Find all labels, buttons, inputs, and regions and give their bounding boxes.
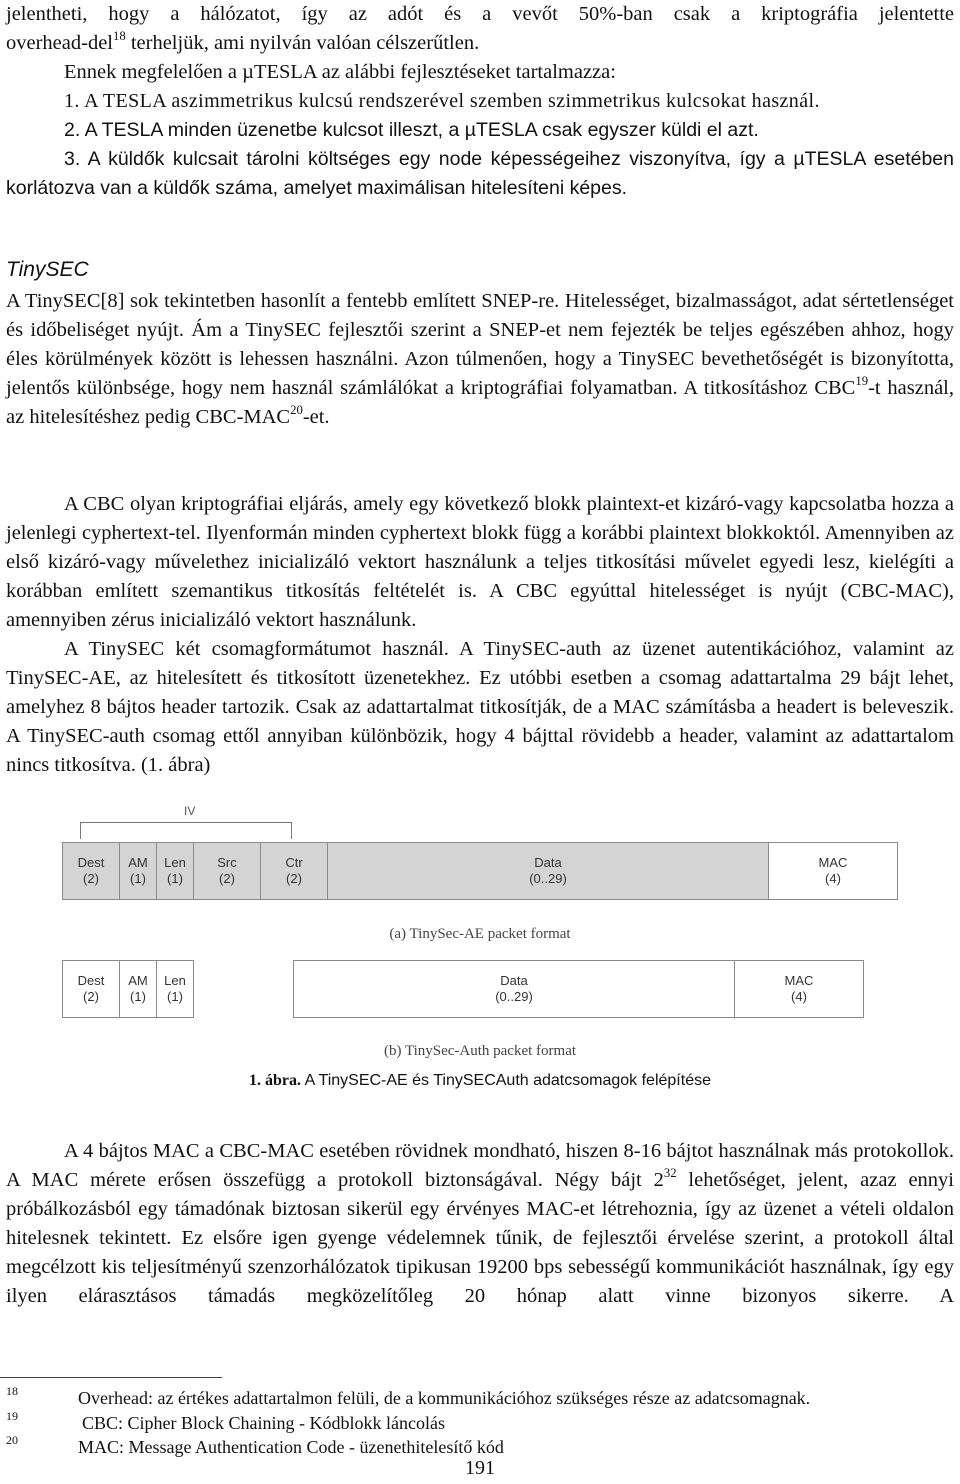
ae-field-mac-name: MAC [818,855,848,870]
auth-caption: (b) TinySec-Auth packet format [383,1043,577,1059]
exponent-32: 32 [663,1165,677,1180]
ae-field-src [193,842,261,900]
intro-line-3: Ennek megfelelően a µTESLA az alábbi fejlesztéseket tartalmazza: [64,61,616,83]
page-number: 191 [465,1457,495,1479]
section-heading: TinySEC [6,258,89,281]
ae-field-ctr-size: (2) [286,871,302,886]
ae-field-am-size: (1) [130,871,146,886]
auth-field-dest-size: (2) [83,989,99,1004]
figure-caption [0,1072,960,1090]
paragraph-1-mid: -t használ, az hitelesítéshez pedig CBC-MAC [6,377,955,428]
auth-field-data-size: (0..29) [495,989,533,1004]
ae-field-data [327,842,769,900]
intro-line-1: jelentheti, hogy a hálózatot, így az adót és a vevőt 50%-ban csak a kriptográfia jelentette [6,3,954,25]
auth-field-am [119,960,157,1018]
auth-field-mac-size: (4) [791,989,807,1004]
auth-field-dest [62,960,120,1018]
ae-field-ctr-name: Ctr [285,855,303,870]
auth-field-data-name: Data [500,973,528,988]
ae-packet-row [62,842,898,900]
iv-label: IV [184,804,196,818]
auth-field-am-name: AM [128,973,148,988]
footnote-ref-18: 18 [113,28,126,43]
ae-field-len-size: (1) [167,871,183,886]
footnote-20-text: MAC: Message Authentication Code - üzenethitelesítő kód [78,1437,504,1457]
intro-block [6,0,954,87]
paragraph-1-body: A TinySEC[8] sok tekintetben hasonlít a fentebb említett SNEP-re. Hitelességet, bizalmasságot, adat sértetlenséget és időbeliséget nyújt. Ám a TinySEC fejlesztői szerint a SNEP-et nem fejezték be teljes egészében ahhoz, hogy éles körülmények között is lehessen használni. Azon túlmenően, hogy a TinySEC bevethetőségét is bizonyította, jelentős különbsége, hogy nem használ számlálókat a kriptográfiai folyamatban. A titkosításhoz CBC [6,290,954,399]
paragraph-3-text: A TinySEC két csomagformátumot használ. A TinySEC-auth az üzenet autentikációhoz, valamint az TinySEC-AE, az hitelesített és titkosított üzenetekhez. Ez utóbbi esetben a csomag adattartalma 29 bájt lehet, amelyhez 8 bájtos header tartozik. Csak az adattartalmat titkosítják, de a MAC számításba a headert is beleveszik. A TinySEC-auth csomag ettől annyiban különbözik, hogy 4 bájttal rövidebb a header, valamint az adattartalom nincs titkosítva. (1. ábra) [6,638,954,776]
footnote-18-text: Overhead: az értékes adattartalmon felüli, de a kommunikációhoz szükséges része az adatcsomagnak. [78,1388,811,1408]
footnote-19-number: 19 [6,1409,18,1423]
paragraph-1-text [6,287,954,432]
ae-field-dest-size: (2) [83,871,99,886]
ae-field-data-name: Data [534,855,562,870]
improvement-item-2: 2. A TESLA minden üzenetbe kulcsot illeszt, a µTESLA csak egyszer küldi el azt. [64,119,759,141]
ae-field-len-name: Len [164,855,186,870]
ae-field-dest-name: Dest [77,855,105,870]
auth-field-len-size: (1) [167,989,183,1004]
ae-field-am [119,842,157,900]
ae-field-mac [768,842,898,900]
footnote-separator [0,1377,222,1378]
figure-caption-text: A TinySEC-AE és TinySECAuth adatcsomagok felépítése [301,1072,711,1089]
ae-field-mac-size: (4) [825,871,841,886]
footnote-ref-20: 20 [290,402,303,417]
ae-field-src-size: (2) [219,871,235,886]
paragraph-4-a: A 4 bájtos MAC a CBC-MAC esetében rövidnek mondható, hiszen 8-16 bájtot használnak más protokollok. A MAC mérete erősen összefügg a protokoll biztonságával. Négy bájt 2 [6,1140,954,1191]
improvement-item-3: 3. A küldők kulcsait tárolni költséges egy node képességeihez viszonyítva, így a µTESLA esetében korlátozva van a küldők száma, amelyet maximálisan hitelesíteni képes. [6,148,954,199]
auth-field-mac-name: MAC [784,973,814,988]
paragraph-2 [6,490,954,635]
paragraph-2-text: A CBC olyan kriptográfiai eljárás, amely egy következő blokk plaintext-et kizáró-vagy kapcsolatba hozza a jelenlegi cyphertext-tel. Ilyenformán minden cyphertext blokk függ a korábbi plaintext blokkoktól. Amennyiben az első kizáró-vagy művelethez inicializáló vektort használunk a teljes titkosítási művelet egyedi lesz, kielégíti a korábban említett szemantikus titkosítás feltételét is. A CBC egyúttal hitelességet is nyújt (CBC-MAC), amennyiben zérus inicializáló vektort használunk. [6,493,954,631]
packet-format-figure [62,800,898,1070]
footnote-ref-19: 19 [855,373,869,388]
ae-caption: (a) TinySec-AE packet format [389,926,571,942]
auth-packet-row [62,960,898,1018]
auth-field-data [293,960,735,1018]
paragraph-3 [6,635,954,780]
ae-field-src-name: Src [217,855,237,870]
paragraph-4-b: lehetőséget, jelent, azaz ennyi próbálkozásból egy támadónak biztosan sikerül egy érvényes MAC-et létrehoznia, így az üzenet a vételi oldalon hitelesnek tekintett. Ez elsőre igen gyenge védelemnek tűnik, de fejlesztői érvelése szerint, a protokoll által megcélzott kis teljesítményű szenzorhálózatok tipikusan 19200 bps sebességű kommunikációt használnak, így egy ilyen elárasztásos támadás megközelítőleg 20 hónap alatt vinne bizonyos sikerre. A [6,1169,954,1307]
footnote-18-number: 18 [6,1384,18,1398]
ae-field-len [156,842,194,900]
paragraph-4 [6,1137,954,1311]
intro-line-2 [6,29,954,58]
auth-field-mac [734,960,864,1018]
improvement-item-1: 1. A TESLA aszimmetrikus kulcsú rendszerével szemben szimmetrikus kulcsokat használ. [64,90,820,112]
section-heading-wrap [6,258,954,282]
paragraph-1 [6,287,954,432]
auth-field-am-size: (1) [130,989,146,1004]
paragraph-4-text [6,1137,954,1311]
footnote-19-text: CBC: Cipher Block Chaining - Kódblokk láncolás [82,1413,445,1433]
figure-caption-label: 1. ábra. [249,1072,301,1089]
footnote-20-number: 20 [6,1433,18,1447]
ae-field-ctr [260,842,328,900]
paragraph-1-end: -et. [302,406,330,428]
auth-field-len-name: Len [164,973,186,988]
auth-field-len [156,960,194,1018]
ae-field-am-name: AM [128,855,148,870]
auth-field-dest-name: Dest [77,973,105,988]
intro-line-2-rest: terheljük, ami nyilván valóan célszerűtlen. [125,32,480,54]
ae-field-dest [62,842,120,900]
improvement-list [6,87,954,203]
ae-field-data-size: (0..29) [529,871,567,886]
iv-bracket [80,822,292,839]
intro-line-2-text: overhead-del [6,32,113,54]
